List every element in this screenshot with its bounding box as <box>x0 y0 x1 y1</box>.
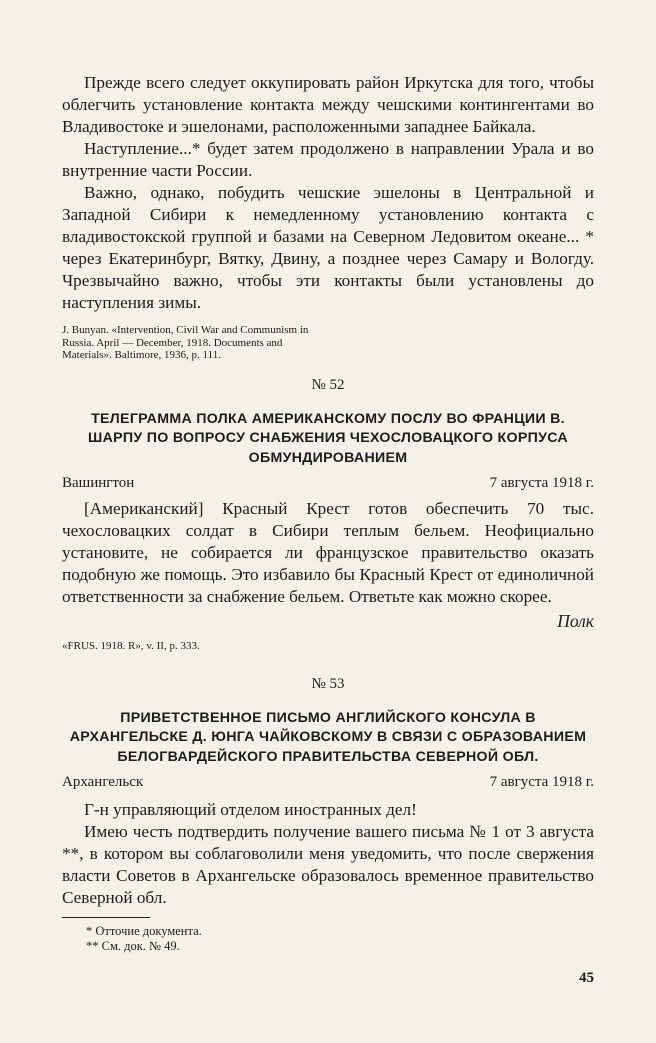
paragraph: Прежде всего следует оккупировать район Иркутска для того, чтобы облегчить установление контакта между чешскими контингентами во Владивостоке и эшелонами, расположенными западнее Байкала. <box>62 73 594 136</box>
date: 7 августа 1918 г. <box>489 774 594 790</box>
source-citation: «FRUS. 1918. R», v. II, p. 333. <box>62 640 200 652</box>
document-title: ПРИВЕТСТВЕННОЕ ПИСЬМО АНГЛИЙСКОГО КОНСУЛА В АРХАНГЕЛЬСКЕ Д. ЮНГА ЧАЙКОВСКОМУ В СВЯЗИ С ОБРАЗОВАНИЕМ БЕЛОГВАРДЕЙСКОГО ПРАВИТЕЛЬСТВА СЕВЕРНОЙ ОБЛ. <box>69 709 587 765</box>
document-body: [Американский] Красный Крест готов обеспечить 70 тыс. чехословацких солдат в Сибири теплым бельем. Неофициально установите, не собирается ли французское правительство оказать подобную же помощь. Это избавило бы Красный Крест от единоличной ответственности за снабжение бельем. Ответьте как можно скорее. <box>62 499 594 606</box>
place: Архангельск <box>62 774 144 790</box>
footnote: * Отточие документа. <box>86 924 202 938</box>
footnote-divider <box>62 917 150 918</box>
footnote: ** См. док. № 49. <box>86 939 180 953</box>
paragraph: Важно, однако, побудить чешские эшелоны в Центральной и Западной Сибири к немедленному установлению контакта с владивостокской группой и базами на Северном Ледовитом океане... * через Екатеринбург, Вятку, Двину, а позднее через Самару и Вологду. Чрезвычайно важно, чтобы эти контакты были установлены до наступления зимы. <box>62 183 594 312</box>
document-number: № 53 <box>311 675 345 692</box>
place-date-line <box>62 773 594 791</box>
signature: Полк <box>557 611 594 631</box>
place-date-line <box>62 474 594 492</box>
paragraph: Наступление...* будет затем продолжено в направлении Урала и во внутренние части России. <box>62 139 594 180</box>
salutation: Г-н управляющий отделом иностранных дел! <box>84 800 417 819</box>
date: 7 августа 1918 г. <box>489 475 594 491</box>
document-body: Имею честь подтвердить получение вашего письма № 1 от 3 августа **, в котором вы соблаговолили меня уведомить, что после свержения власти Советов в Архангельске образовалось временное правительство Северной обл. <box>62 822 594 907</box>
page-number: 45 <box>579 970 594 986</box>
document-number: № 52 <box>311 376 345 393</box>
document-title: ТЕЛЕГРАММА ПОЛКА АМЕРИКАНСКОМУ ПОСЛУ ВО ФРАНЦИИ В. ШАРПУ ПО ВОПРОСУ СНАБЖЕНИЯ ЧЕХОСЛОВАЦКОГО КОРПУСА ОБМУНДИРОВАНИЕМ <box>88 410 568 466</box>
source-citation: J. Bunyan. «Intervention, Civil War and Communism in Russia. April — December, 1918. Documents and Materials». Baltimore, 1936, p. 111. <box>62 324 309 361</box>
place: Вашингтон <box>62 475 135 491</box>
